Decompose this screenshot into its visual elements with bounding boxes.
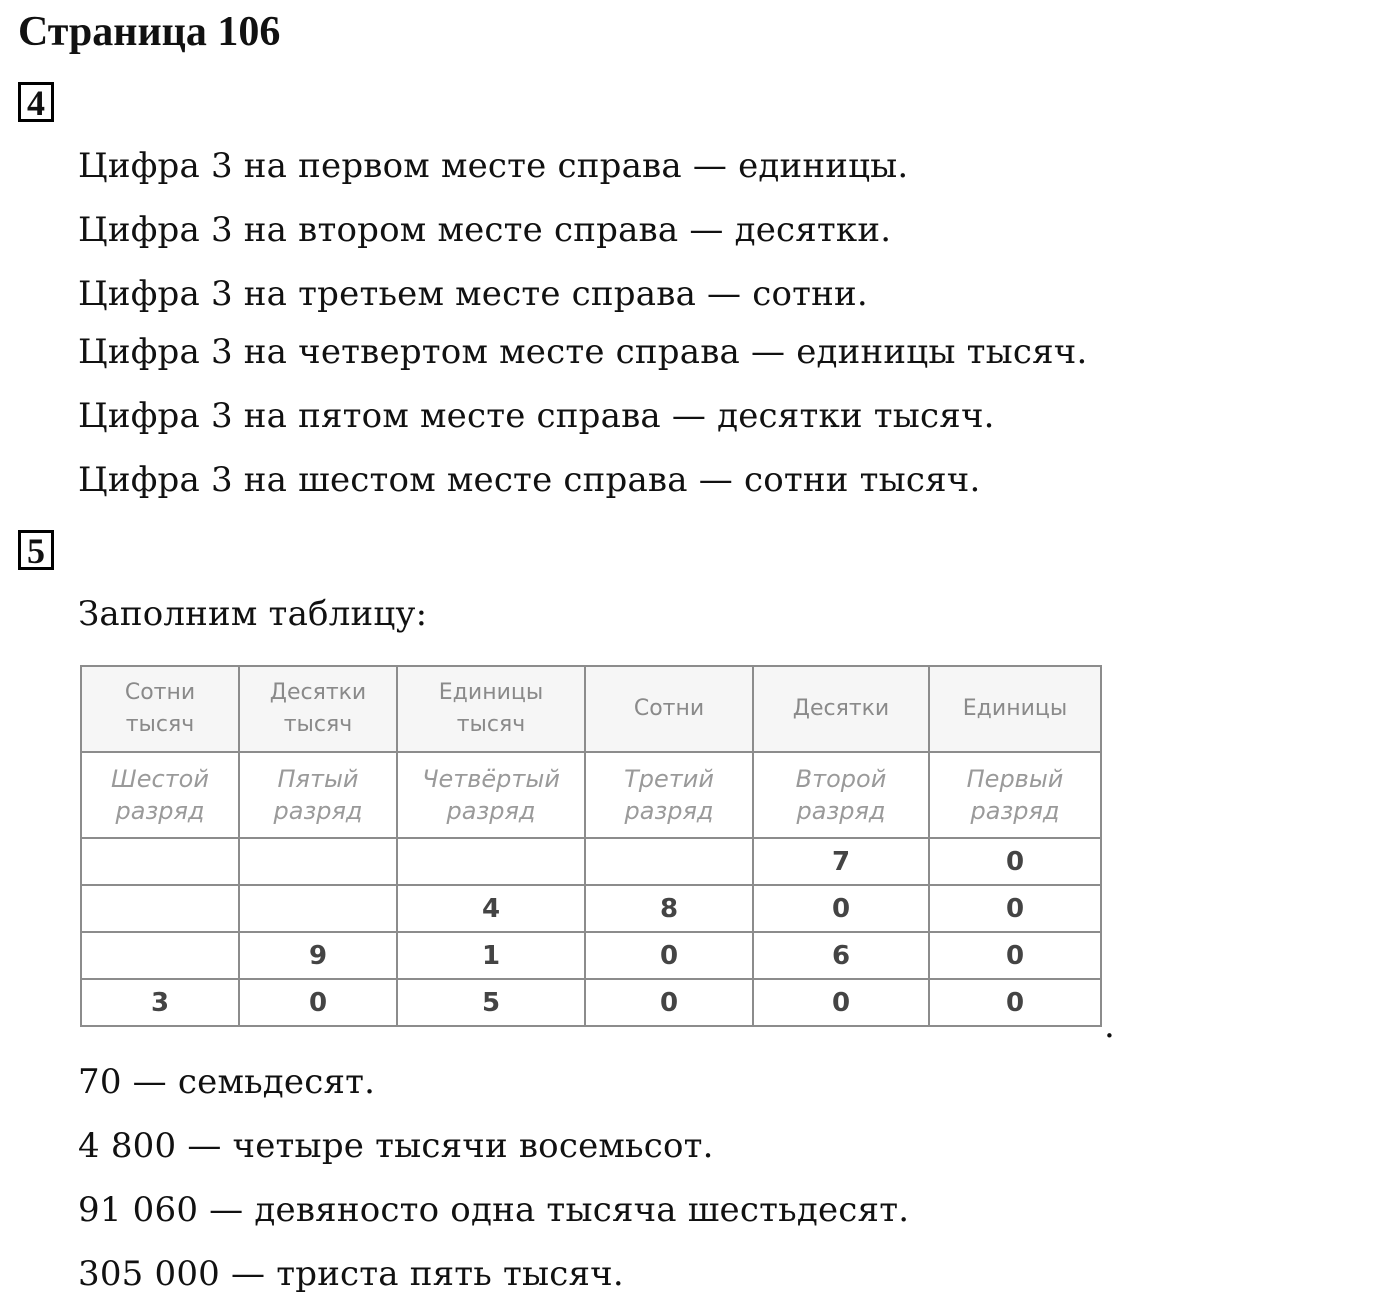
subheader-line2: разряд xyxy=(796,797,886,825)
subheader-cell xyxy=(81,752,239,838)
subheader-cell xyxy=(397,752,585,838)
table-cell xyxy=(239,885,397,932)
table-end-period: . xyxy=(1104,1006,1115,1046)
header-cell xyxy=(397,666,585,752)
header-line2: тысяч xyxy=(283,712,353,737)
task5-intro: Заполним таблицу: xyxy=(78,594,428,634)
subheader-line1: Первый xyxy=(966,765,1064,793)
table-cell: 0 xyxy=(585,932,753,979)
task4-line-5: Цифра 3 на пятом месте справа — десятки тысяч. xyxy=(78,396,995,436)
subheader-line1: Шестой xyxy=(111,765,209,793)
table-cell xyxy=(81,838,239,885)
table-cell: 4 xyxy=(397,885,585,932)
table-cell: 0 xyxy=(929,979,1101,1026)
header-cell xyxy=(929,666,1101,752)
header-line1: Единицы xyxy=(438,680,544,705)
table-cell: 0 xyxy=(929,932,1101,979)
table-cell xyxy=(585,838,753,885)
header-cell xyxy=(585,666,753,752)
subheader-line1: Пятый xyxy=(277,765,359,793)
subheader-line1: Четвёртый xyxy=(422,765,560,793)
task4-line-2: Цифра 3 на втором месте справа — десятки. xyxy=(78,210,892,250)
table-cell: 9 xyxy=(239,932,397,979)
table-cell: 5 xyxy=(397,979,585,1026)
header-line1: Десятки xyxy=(269,680,367,705)
task4-line-1: Цифра 3 на первом месте справа — единицы. xyxy=(78,146,909,186)
header-line1: Сотни xyxy=(124,680,196,705)
table-cell: 7 xyxy=(753,838,929,885)
header-cell xyxy=(81,666,239,752)
place-value-table xyxy=(80,665,1100,1027)
subheader-cell xyxy=(753,752,929,838)
header-line2: тысяч xyxy=(125,712,195,737)
table-row xyxy=(81,979,1101,1026)
table-cell xyxy=(397,838,585,885)
subheader-line2: разряд xyxy=(624,797,714,825)
header-cell xyxy=(753,666,929,752)
subheader-line2: разряд xyxy=(970,797,1060,825)
task-number-4: 4 xyxy=(18,82,54,122)
answer-line-4: 305 000 — триста пять тысяч. xyxy=(78,1254,624,1294)
task-number-5: 5 xyxy=(18,530,54,570)
subheader-line2: разряд xyxy=(446,797,536,825)
header-line1: Единицы xyxy=(962,696,1068,721)
task4-line-3: Цифра 3 на третьем месте справа — сотни. xyxy=(78,274,868,314)
subheader-cell xyxy=(239,752,397,838)
subheader-cell xyxy=(585,752,753,838)
table-row xyxy=(81,838,1101,885)
header-row xyxy=(81,666,1101,752)
header-line1: Десятки xyxy=(792,696,890,721)
answer-line-2: 4 800 — четыре тысячи восемьсот. xyxy=(78,1126,714,1166)
table-cell: 8 xyxy=(585,885,753,932)
table-cell: 0 xyxy=(239,979,397,1026)
table-cell: 0 xyxy=(753,979,929,1026)
header-cell xyxy=(239,666,397,752)
answer-line-1: 70 — семьдесят. xyxy=(78,1062,376,1102)
table-cell: 0 xyxy=(929,838,1101,885)
table-cell: 3 xyxy=(81,979,239,1026)
subheader-line1: Третий xyxy=(624,765,714,793)
task4-line-6: Цифра 3 на шестом месте справа — сотни тысяч. xyxy=(78,460,981,500)
table-cell xyxy=(81,932,239,979)
subheader-cell xyxy=(929,752,1101,838)
table-row xyxy=(81,932,1101,979)
page-title: Страница 106 xyxy=(18,9,281,55)
table-cell: 1 xyxy=(397,932,585,979)
subheader-line2: разряд xyxy=(115,797,205,825)
header-line1: Сотни xyxy=(633,696,705,721)
table-cell: 0 xyxy=(753,885,929,932)
table-cell: 0 xyxy=(585,979,753,1026)
table-cell xyxy=(239,838,397,885)
place-value-grid xyxy=(80,665,1102,1027)
header-line2: тысяч xyxy=(456,712,526,737)
subheader-line2: разряд xyxy=(273,797,363,825)
table-cell: 0 xyxy=(929,885,1101,932)
table-cell: 6 xyxy=(753,932,929,979)
subheader-line1: Второй xyxy=(795,765,887,793)
task4-line-4: Цифра 3 на четвертом месте справа — единицы тысяч. xyxy=(78,332,1088,372)
subheader-row xyxy=(81,752,1101,838)
table-row xyxy=(81,885,1101,932)
table-cell xyxy=(81,885,239,932)
answer-line-3: 91 060 — девяносто одна тысяча шестьдесят. xyxy=(78,1190,910,1230)
